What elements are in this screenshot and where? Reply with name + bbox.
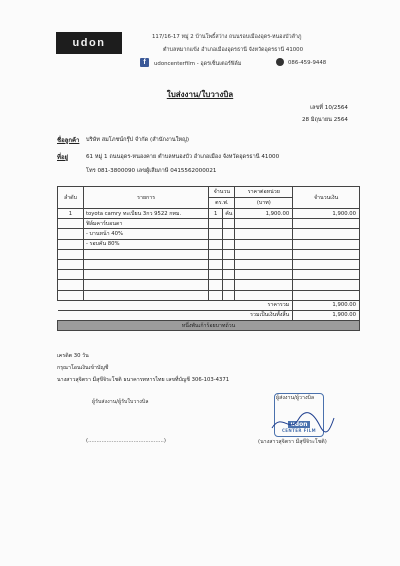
table-row (58, 249, 360, 259)
customer-contact: โทร 081-3800090 เลขผู้เสียภาษี 0415562000021 (86, 168, 217, 174)
header-qty-line1: จำนวน (209, 187, 235, 198)
customer-address: 61 หมู่ 1 ถนนอุดร-หนองคาย ตำบลหนองบัว อำเภอเมือง จังหวัดอุดรธานี 41000 (86, 154, 280, 160)
cell-amount (293, 229, 360, 239)
cell-no (58, 239, 84, 249)
bank-account: นางสาวสุจิตรา มีสุขีจิระโชติ ธนาคารทหารไทย เลขที่บัญชี 306-103-4371 (57, 377, 230, 383)
document-title: ใบส่งงาน/ใบวางบิล (166, 90, 234, 99)
issuer-name: (นางสาวสุจิตรา มีสุขีจิระโชติ) (258, 439, 327, 445)
cell-qty (209, 259, 223, 269)
cell-qty (209, 249, 223, 259)
cell-qty (209, 229, 223, 239)
receiver-title: ผู้รับส่งงาน/ผู้รับใบวางบิล (92, 399, 149, 405)
table-row (58, 239, 360, 249)
cell-unit-price (235, 219, 293, 229)
cell-qty: 1 (209, 209, 223, 219)
transfer-note: กรุณาโอนเงินเข้าบัญชี (57, 365, 109, 371)
table-row (58, 229, 360, 239)
header-amount: จำนวนเงิน (293, 187, 360, 209)
cell-no (58, 290, 84, 300)
cell-qty (209, 239, 223, 249)
cell-item (83, 259, 208, 269)
header-qty-line2: ตร.ฟ. (209, 198, 235, 209)
amount-in-words-row (58, 321, 360, 331)
grand-total-value: 1,900.00 (293, 310, 360, 320)
header-item: รายการ (83, 187, 208, 209)
cell-unit-price (235, 290, 293, 300)
customer-name: บริษัท สมโภชน์กรุ๊ป จำกัด (สำนักงานใหญ่) (86, 137, 190, 143)
header-unit-price-line1: ราคาต่อหน่วย (235, 187, 293, 198)
cell-unit (223, 229, 235, 239)
cell-unit (223, 249, 235, 259)
cell-item: ฟิล์มคาร์บอนดา (83, 219, 208, 229)
cell-amount (293, 280, 360, 290)
cell-item (83, 249, 208, 259)
cell-amount (293, 290, 360, 300)
company-phone: 086-459-9448 (288, 60, 327, 66)
cell-qty (209, 219, 223, 229)
facebook-page[interactable]: udoncenterfilm - อุดรเซ็นเตอร์ฟิล์ม (154, 61, 242, 67)
subtotal-label: ราคารวม (58, 300, 293, 310)
cell-item (83, 280, 208, 290)
cell-unit (223, 239, 235, 249)
cell-qty (209, 270, 223, 280)
cell-no (58, 249, 84, 259)
customer-address-label: ที่อยู่ (57, 154, 69, 161)
cell-no: 1 (58, 209, 84, 219)
cell-unit (223, 219, 235, 229)
cell-unit-price: 1,900.00 (235, 209, 293, 219)
company-address-line2: ตำบลหมากแข้ง อำเภอเมืองอุดรธานี จังหวัดอุดรธานี 41000 (163, 47, 304, 53)
header-no: ลำดับ (58, 187, 84, 209)
table-row (58, 280, 360, 290)
cell-amount (293, 249, 360, 259)
table-row (58, 219, 360, 229)
document-number: เลขที่ 10/2564 (310, 105, 348, 111)
subtotal-value: 1,900.00 (293, 300, 360, 310)
stamp-logo-text: udon (288, 421, 311, 428)
cell-item: - บานหน้า 40% (83, 229, 208, 239)
cell-unit-price (235, 259, 293, 269)
cell-item: toyota camry ทะเบียน 3กว 9522 กทม. (83, 209, 208, 219)
table-row (58, 259, 360, 269)
company-logo: udon (56, 32, 122, 54)
cell-unit (223, 290, 235, 300)
cell-no (58, 259, 84, 269)
cell-unit-price (235, 270, 293, 280)
cell-amount: 1,900.00 (293, 209, 360, 219)
grand-total-row (58, 310, 360, 320)
cell-no (58, 229, 84, 239)
cell-unit-price (235, 280, 293, 290)
table-row (58, 270, 360, 280)
table-header-row (58, 187, 360, 198)
cell-unit: คัน (223, 209, 235, 219)
table-row (58, 209, 360, 219)
receiver-name: (.............................................) (86, 438, 166, 444)
cell-amount (293, 239, 360, 249)
cell-item (83, 270, 208, 280)
cell-unit (223, 259, 235, 269)
cell-no (58, 270, 84, 280)
customer-name-label: ชื่อลูกค้า (57, 137, 80, 144)
stamp-subtext: CENTER FILM (281, 428, 317, 433)
header-unit-price-line2: (บาท) (235, 198, 293, 209)
cell-unit (223, 270, 235, 280)
cell-item (83, 290, 208, 300)
facebook-icon: f (140, 58, 149, 67)
credit-terms: เครดิต 30 วัน (57, 353, 89, 359)
cell-amount (293, 270, 360, 280)
cell-item: - รอบคัน 80% (83, 239, 208, 249)
issuer-signature (268, 410, 338, 436)
cell-unit (223, 280, 235, 290)
document-date: 28 มิถุนายน 2564 (301, 117, 348, 123)
grand-total-label: รวมเป็นเงินทั้งสิ้น (58, 310, 293, 320)
subtotal-row (58, 300, 360, 310)
phone-icon (276, 58, 284, 66)
cell-qty (209, 280, 223, 290)
cell-amount (293, 259, 360, 269)
cell-qty (209, 290, 223, 300)
cell-amount (293, 219, 360, 229)
items-table (57, 186, 360, 331)
cell-no (58, 219, 84, 229)
cell-unit-price (235, 229, 293, 239)
issuer-title: ผู้ส่งงาน/ผู้วางบิล (276, 395, 315, 401)
cell-unit-price (235, 239, 293, 249)
amount-in-words: หนึ่งพันเก้าร้อยบาทถ้วน (58, 321, 360, 331)
cell-unit-price (235, 249, 293, 259)
table-row (58, 290, 360, 300)
company-address-line1: 117/16-17 หมู่ 2 บ้านโพธิ์สว่าง ถนนรอบเมืองอุดร-หนองบัวลำภู (152, 34, 302, 40)
cell-no (58, 280, 84, 290)
